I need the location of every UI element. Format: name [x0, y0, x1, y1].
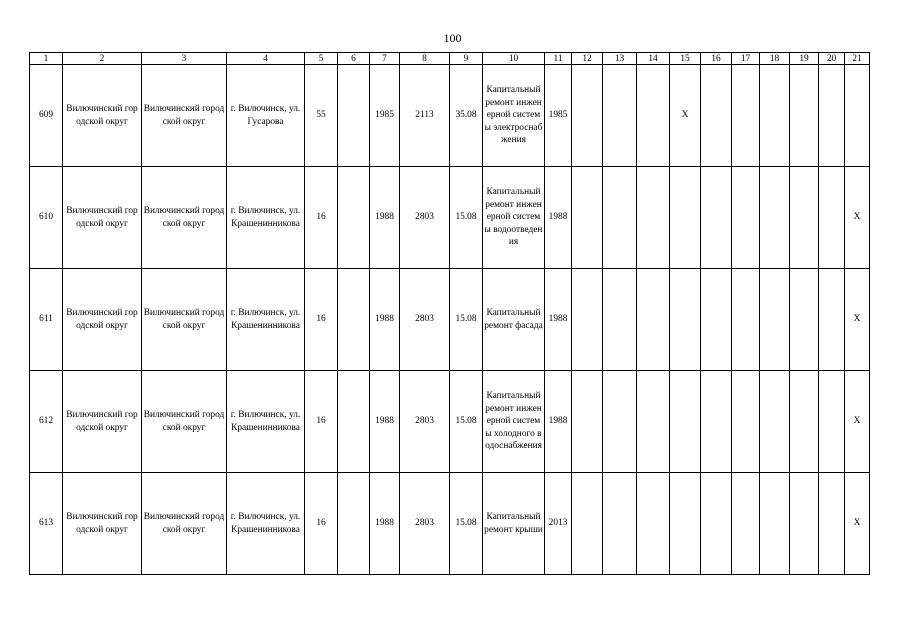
table-cell-col-14	[637, 473, 670, 575]
table-cell-col-8: 2803	[400, 269, 450, 371]
table-cell-col-8: 2113	[400, 65, 450, 167]
table-cell-col-6	[338, 167, 370, 269]
column-number-16: 16	[701, 53, 732, 65]
table-cell-col-9: 15.08	[450, 269, 483, 371]
table-cell-col-7: 1988	[370, 371, 400, 473]
table-cell-col-20	[819, 269, 845, 371]
table-cell-col-5: 55	[305, 65, 338, 167]
table-cell-col-19	[790, 473, 819, 575]
table-cell-col-13	[603, 65, 637, 167]
column-number-11: 11	[545, 53, 572, 65]
table-cell-col-9: 15.08	[450, 371, 483, 473]
table-row	[30, 473, 870, 575]
table-cell-col-20	[819, 473, 845, 575]
table-cell-col-12	[572, 371, 603, 473]
table-cell-col-16	[701, 371, 732, 473]
table-cell-col-1: 611	[30, 269, 63, 371]
table-cell-col-17	[732, 65, 760, 167]
table-cell-col-9: 15.08	[450, 167, 483, 269]
table-cell-col-11: 1988	[545, 167, 572, 269]
table-cell-col-2: Вилючинский городской округ	[63, 167, 142, 269]
table-cell-col-19	[790, 269, 819, 371]
column-number-row	[30, 53, 870, 65]
table-cell-col-12	[572, 65, 603, 167]
column-number-14: 14	[637, 53, 670, 65]
table-cell-col-21: X	[845, 167, 870, 269]
table-cell-col-21	[845, 65, 870, 167]
table-cell-col-17	[732, 167, 760, 269]
table-cell-col-7: 1985	[370, 65, 400, 167]
table-cell-col-17	[732, 473, 760, 575]
table-cell-col-1: 610	[30, 167, 63, 269]
table-cell-col-18	[760, 269, 790, 371]
table-cell-col-4: г. Вилючинск, ул. Крашенинникова	[227, 269, 305, 371]
table-cell-col-6	[338, 473, 370, 575]
table-cell-col-16	[701, 269, 732, 371]
column-number-17: 17	[732, 53, 760, 65]
table-cell-col-5: 16	[305, 473, 338, 575]
table-cell-col-6	[338, 65, 370, 167]
table-cell-col-21: X	[845, 269, 870, 371]
page-number: 100	[443, 31, 462, 45]
table-cell-col-4: г. Вилючинск, ул. Крашенинникова	[227, 473, 305, 575]
table-cell-col-21: X	[845, 371, 870, 473]
column-number-15: 15	[670, 53, 701, 65]
table-cell-col-14	[637, 269, 670, 371]
column-number-7: 7	[370, 53, 400, 65]
table-cell-col-13	[603, 371, 637, 473]
table-cell-col-5: 16	[305, 371, 338, 473]
table-cell-col-6	[338, 269, 370, 371]
table-cell-col-15	[670, 269, 701, 371]
table-cell-col-1: 613	[30, 473, 63, 575]
table-cell-col-18	[760, 473, 790, 575]
table-cell-col-15	[670, 167, 701, 269]
table-cell-col-10: Капитальный ремонт крыши	[483, 473, 545, 575]
table-cell-col-7: 1988	[370, 269, 400, 371]
column-number-12: 12	[572, 53, 603, 65]
table-cell-col-3: Вилючинский городской округ	[142, 371, 227, 473]
table-cell-col-9: 35.08	[450, 65, 483, 167]
table-cell-col-20	[819, 167, 845, 269]
table-cell-col-4: г. Вилючинск, ул. Крашенинникова	[227, 371, 305, 473]
table-cell-col-7: 1988	[370, 167, 400, 269]
table-cell-col-8: 2803	[400, 473, 450, 575]
table-row	[30, 371, 870, 473]
table-cell-col-10: Капитальный ремонт инженерной системы холодного водоснабжения	[483, 371, 545, 473]
table-cell-col-9: 15.08	[450, 473, 483, 575]
column-number-3: 3	[142, 53, 227, 65]
table-cell-col-6	[338, 371, 370, 473]
table-cell-col-10: Капитальный ремонт инженерной системы водоотведения	[483, 167, 545, 269]
table-cell-col-17	[732, 269, 760, 371]
table-cell-col-15: X	[670, 65, 701, 167]
table-cell-col-18	[760, 65, 790, 167]
table-cell-col-10: Капитальный ремонт инженерной системы электроснабжения	[483, 65, 545, 167]
table-cell-col-13	[603, 269, 637, 371]
table-cell-col-14	[637, 65, 670, 167]
table-cell-col-4: г. Вилючинск, ул. Крашенинникова	[227, 167, 305, 269]
column-number-8: 8	[400, 53, 450, 65]
table-cell-col-11: 1985	[545, 65, 572, 167]
table-cell-col-11: 1988	[545, 371, 572, 473]
table-cell-col-10: Капитальный ремонт фасада	[483, 269, 545, 371]
column-number-18: 18	[760, 53, 790, 65]
table-cell-col-2: Вилючинский городской округ	[63, 371, 142, 473]
column-number-20: 20	[819, 53, 845, 65]
table-cell-col-13	[603, 167, 637, 269]
column-number-1: 1	[30, 53, 63, 65]
column-number-4: 4	[227, 53, 305, 65]
table-cell-col-8: 2803	[400, 371, 450, 473]
table-cell-col-3: Вилючинский городской округ	[142, 167, 227, 269]
table-cell-col-3: Вилючинский городской округ	[142, 269, 227, 371]
table-cell-col-12	[572, 167, 603, 269]
table-cell-col-1: 609	[30, 65, 63, 167]
table-cell-col-7: 1988	[370, 473, 400, 575]
table-cell-col-5: 16	[305, 269, 338, 371]
table-cell-col-17	[732, 371, 760, 473]
table-row	[30, 269, 870, 371]
table-cell-col-11: 1988	[545, 269, 572, 371]
table-row	[30, 65, 870, 167]
table-cell-col-2: Вилючинский городской округ	[63, 269, 142, 371]
table-cell-col-12	[572, 473, 603, 575]
column-number-5: 5	[305, 53, 338, 65]
column-number-19: 19	[790, 53, 819, 65]
table-cell-col-5: 16	[305, 167, 338, 269]
table-cell-col-1: 612	[30, 371, 63, 473]
table-row	[30, 167, 870, 269]
table-cell-col-12	[572, 269, 603, 371]
table-cell-col-3: Вилючинский городской округ	[142, 65, 227, 167]
table-cell-col-4: г. Вилючинск, ул. Гусарова	[227, 65, 305, 167]
table-cell-col-15	[670, 473, 701, 575]
column-number-21: 21	[845, 53, 870, 65]
table-cell-col-19	[790, 167, 819, 269]
table-cell-col-3: Вилючинский городской округ	[142, 473, 227, 575]
column-number-10: 10	[483, 53, 545, 65]
register-table	[29, 52, 870, 575]
table-cell-col-19	[790, 65, 819, 167]
table-cell-col-16	[701, 473, 732, 575]
table-cell-col-2: Вилючинский городской округ	[63, 473, 142, 575]
table-cell-col-20	[819, 65, 845, 167]
column-number-13: 13	[603, 53, 637, 65]
table-cell-col-18	[760, 371, 790, 473]
table-cell-col-13	[603, 473, 637, 575]
table-cell-col-14	[637, 371, 670, 473]
table-cell-col-16	[701, 167, 732, 269]
table-cell-col-18	[760, 167, 790, 269]
table-cell-col-16	[701, 65, 732, 167]
table-cell-col-8: 2803	[400, 167, 450, 269]
table-cell-col-2: Вилючинский городской округ	[63, 65, 142, 167]
column-number-2: 2	[63, 53, 142, 65]
table-cell-col-14	[637, 167, 670, 269]
table-cell-col-21: X	[845, 473, 870, 575]
table-cell-col-19	[790, 371, 819, 473]
table-cell-col-15	[670, 371, 701, 473]
column-number-9: 9	[450, 53, 483, 65]
table-cell-col-11: 2013	[545, 473, 572, 575]
table-cell-col-20	[819, 371, 845, 473]
column-number-6: 6	[338, 53, 370, 65]
